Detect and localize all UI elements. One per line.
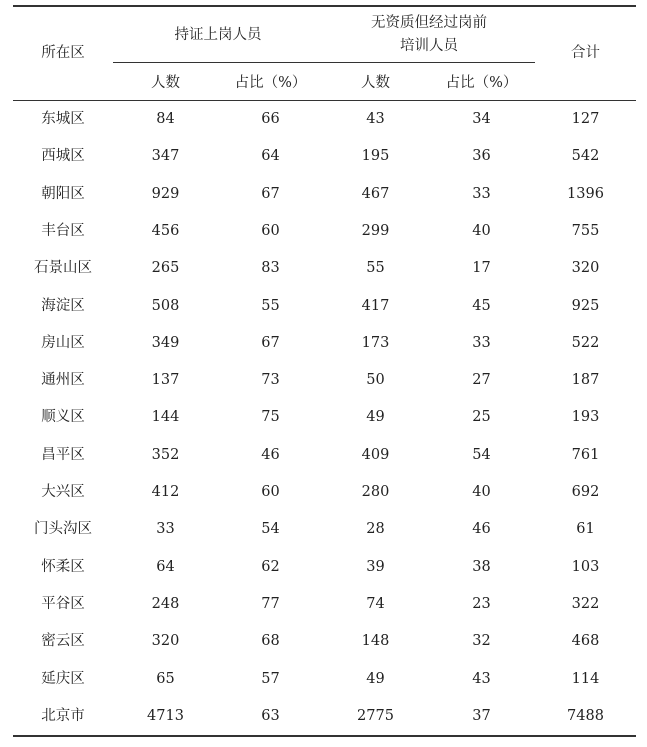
cell-total: 7488 — [567, 708, 604, 724]
cell-pct-certified: 62 — [261, 559, 280, 575]
cell-total: 322 — [571, 596, 600, 612]
cell-pct-certified: 55 — [261, 298, 280, 314]
cell-pct-certified: 67 — [261, 335, 280, 351]
cell-pct-trained: 34 — [472, 111, 491, 127]
cell-count-certified: 4713 — [147, 708, 184, 724]
cell-pct-certified: 66 — [261, 111, 280, 127]
cell-count-certified: 265 — [151, 260, 180, 276]
cell-count-certified: 65 — [156, 671, 175, 687]
cell-pct-trained: 36 — [472, 148, 491, 164]
cell-count-trained: 74 — [366, 596, 385, 612]
cell-count-certified: 320 — [151, 633, 180, 649]
cell-count-certified: 84 — [156, 111, 175, 127]
cell-pct-trained: 23 — [472, 596, 491, 612]
cell-district: 门头沟区 — [34, 521, 92, 537]
cell-pct-trained: 17 — [472, 260, 491, 276]
header-district: 所在区 — [41, 45, 85, 61]
cell-pct-certified: 54 — [261, 521, 280, 537]
cell-pct-trained: 46 — [472, 521, 491, 537]
cell-district: 昌平区 — [41, 447, 85, 463]
cell-count-trained: 28 — [366, 521, 385, 537]
cell-count-trained: 280 — [361, 484, 390, 500]
cell-count-trained: 148 — [361, 633, 390, 649]
cell-pct-certified: 83 — [261, 260, 280, 276]
cell-total: 755 — [571, 223, 600, 239]
header-group-certified: 持证上岗人员 — [174, 27, 262, 43]
cell-district: 密云区 — [41, 633, 85, 649]
data-table — [13, 5, 636, 737]
cell-district: 房山区 — [41, 335, 85, 351]
cell-count-certified: 456 — [151, 223, 180, 239]
cell-pct-certified: 57 — [261, 671, 280, 687]
cell-district: 东城区 — [41, 111, 85, 127]
cell-pct-trained: 40 — [472, 484, 491, 500]
cell-count-trained: 49 — [366, 409, 385, 425]
cell-district: 平谷区 — [41, 596, 85, 612]
cell-pct-certified: 67 — [261, 186, 280, 202]
cell-total: 187 — [571, 372, 600, 388]
cell-pct-certified: 68 — [261, 633, 280, 649]
cell-district: 怀柔区 — [41, 559, 85, 575]
header-pct-trained: 占比（%） — [445, 75, 518, 91]
cell-total: 925 — [571, 298, 600, 314]
cell-pct-trained: 40 — [472, 223, 491, 239]
cell-pct-certified: 63 — [261, 708, 280, 724]
cell-count-certified: 349 — [151, 335, 180, 351]
table-top-rule — [13, 5, 636, 7]
cell-count-certified: 929 — [151, 186, 180, 202]
cell-total: 692 — [571, 484, 600, 500]
header-group-trained-line2: 培训人员 — [400, 38, 458, 54]
cell-total: 522 — [571, 335, 600, 351]
cell-district: 延庆区 — [41, 671, 85, 687]
table-header-rule — [13, 100, 636, 101]
cell-district: 顺义区 — [41, 409, 85, 425]
cell-district: 通州区 — [41, 372, 85, 388]
cell-count-certified: 352 — [151, 447, 180, 463]
cell-pct-trained: 43 — [472, 671, 491, 687]
cell-count-trained: 299 — [361, 223, 390, 239]
cell-pct-trained: 32 — [472, 633, 491, 649]
cell-count-certified: 144 — [151, 409, 180, 425]
cell-count-trained: 55 — [366, 260, 385, 276]
cell-count-trained: 417 — [361, 298, 390, 314]
cell-total: 103 — [571, 559, 600, 575]
cell-count-certified: 347 — [151, 148, 180, 164]
cell-count-trained: 467 — [361, 186, 390, 202]
cell-count-trained: 50 — [366, 372, 385, 388]
cell-pct-trained: 25 — [472, 409, 491, 425]
cell-count-certified: 33 — [156, 521, 175, 537]
cell-total: 468 — [571, 633, 600, 649]
cell-count-trained: 2775 — [357, 708, 394, 724]
cell-pct-trained: 54 — [472, 447, 491, 463]
cell-pct-trained: 27 — [472, 372, 491, 388]
cell-district: 丰台区 — [41, 223, 85, 239]
cell-total: 761 — [571, 447, 600, 463]
cell-district: 北京市 — [41, 708, 85, 724]
cell-pct-certified: 77 — [261, 596, 280, 612]
cell-count-trained: 195 — [361, 148, 390, 164]
cell-count-certified: 64 — [156, 559, 175, 575]
header-count-trained: 人数 — [361, 75, 390, 91]
cell-district: 西城区 — [41, 148, 85, 164]
header-count-certified: 人数 — [151, 75, 180, 91]
cell-total: 114 — [571, 671, 600, 687]
cell-pct-certified: 60 — [261, 223, 280, 239]
cell-total: 127 — [571, 111, 600, 127]
cell-district: 海淀区 — [41, 298, 85, 314]
cell-pct-certified: 60 — [261, 484, 280, 500]
cell-district: 朝阳区 — [41, 186, 85, 202]
cell-pct-trained: 33 — [472, 186, 491, 202]
cell-count-trained: 409 — [361, 447, 390, 463]
cell-pct-trained: 33 — [472, 335, 491, 351]
table-bottom-rule — [13, 735, 636, 737]
cell-count-certified: 508 — [151, 298, 180, 314]
cell-pct-certified: 64 — [261, 148, 280, 164]
cell-pct-trained: 45 — [472, 298, 491, 314]
cell-pct-trained: 38 — [472, 559, 491, 575]
header-total: 合计 — [571, 45, 600, 61]
cell-pct-certified: 73 — [261, 372, 280, 388]
cell-pct-certified: 46 — [261, 447, 280, 463]
cell-total: 193 — [571, 409, 600, 425]
cell-total: 542 — [571, 148, 600, 164]
cell-count-certified: 248 — [151, 596, 180, 612]
cell-pct-trained: 37 — [472, 708, 491, 724]
cell-count-trained: 49 — [366, 671, 385, 687]
cell-total: 320 — [571, 260, 600, 276]
cell-count-trained: 173 — [361, 335, 390, 351]
cell-count-trained: 43 — [366, 111, 385, 127]
header-group-trained-line1: 无资质但经过岗前 — [371, 15, 487, 31]
cell-total: 1396 — [567, 186, 604, 202]
header-sub-rule — [113, 62, 535, 63]
cell-district: 大兴区 — [41, 484, 85, 500]
cell-count-certified: 137 — [151, 372, 180, 388]
cell-total: 61 — [576, 521, 595, 537]
cell-count-certified: 412 — [151, 484, 180, 500]
header-pct-certified: 占比（%） — [234, 75, 307, 91]
cell-count-trained: 39 — [366, 559, 385, 575]
cell-pct-certified: 75 — [261, 409, 280, 425]
cell-district: 石景山区 — [34, 260, 92, 276]
